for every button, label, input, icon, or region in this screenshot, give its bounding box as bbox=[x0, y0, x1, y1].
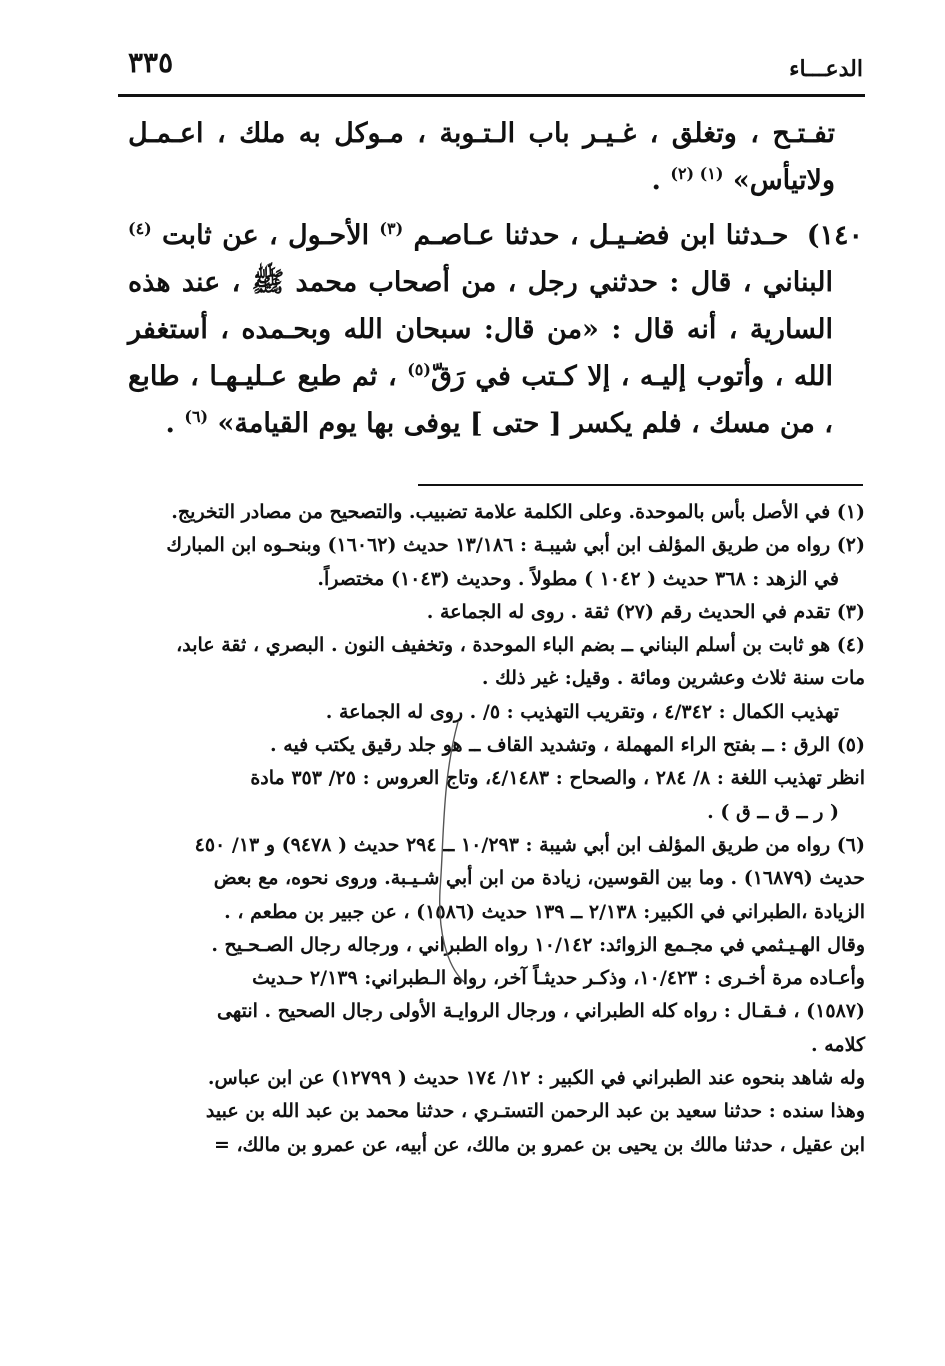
pencil-mark bbox=[428, 720, 468, 990]
footnote-6-line-5: وأعـاده مرة أخـرى : ١٠/٤٢٣، وذكـر حديثـاً آخر، رواه الـطبراني: ٢/١٣٩ حـديث bbox=[252, 967, 865, 990]
continuation-paragraph bbox=[128, 110, 861, 204]
footnote-6-line-10: ابن عقيل ، حدثنا مالك بن يحيى بن عمرو بن مالك، عن أبيه، عن عمرو بن مالك، = bbox=[213, 1133, 865, 1156]
footnote-ref-5: (٥) bbox=[407, 360, 431, 379]
footnote-2-line-2: في الزهد : ٣٦٨ حديث ( ١٠٤٢ ) مطولاً . وحديث (١٠٤٣) مختصراً. bbox=[317, 567, 839, 590]
hadith-140 bbox=[128, 212, 861, 447]
footnote-ref-1-2: (١) (٢) bbox=[670, 164, 724, 183]
hadith-number: ١٤٠) bbox=[806, 220, 863, 251]
footnote-4-line-2: مات سنة ثلاث وعشرين ومائة . وقيل: غير ذلك . bbox=[481, 667, 865, 690]
hadith-text-2: الأحـول ، عن ثابت bbox=[162, 220, 370, 251]
footnote-2-line-1: (٢) رواه من طريق المؤلف ابن أبي شيبـة : ١٣/١٨٦ حديث (١٦٠٦٢) وبنحـوه ابن المبارك bbox=[166, 534, 865, 557]
footnote-6-line-8: وله شاهد بنحوه عند الطبراني في الكبير : ١٢/ ١٧٤ حديث ( ١٢٧٩٩) عن ابن عباس. bbox=[207, 1067, 865, 1090]
header-rule bbox=[118, 94, 865, 97]
main-text bbox=[128, 110, 861, 447]
footnote-ref-6: (٦) bbox=[184, 407, 209, 426]
footnote-5-line-3: ( ر ــ ق ــ ق ) . bbox=[707, 800, 839, 823]
hadith-text-3: البناني ، قال : حدثني رجل ، من أصحاب محمد ﷺ ، عند هذه السارية ، أنه قال : «من قال: سبحان الله وبحـمده ، أستغفر الله ، وأتوب إليـه ، إلا كـتب في رَقّ bbox=[128, 267, 833, 392]
footnote-5-line-1: (٥) الرق : ــ بفتح الراء المهملة ، وتشديد القاف ــ هو جلد رقيق يكتب فيه . bbox=[270, 734, 865, 757]
page-header bbox=[118, 46, 863, 90]
footnote-5-line-2: انظر تهذيب اللغة : ٨/ ٢٨٤ ، والصحاح : ٤/١٤٨٣، وتاج العروس : ٢٥/ ٣٥٣ مادة bbox=[250, 767, 865, 790]
page-number: ٣٣٥ bbox=[128, 46, 174, 79]
footnote-6-line-1: (٦) رواه من طريق المؤلف ابن أبي شيبة : ١٠/٢٩٣ ــ ٢٩٤ حديث ( ٩٤٧٨) و ١٣/ ٤٥٠ bbox=[194, 833, 865, 856]
footnote-6-line-7: كلامه . bbox=[811, 1033, 865, 1056]
footnote-separator bbox=[418, 484, 863, 486]
footnote-6-line-2: حديث (١٦٨٧٩) . وما بين القوسين، زيادة من ابن أبي شـيـبة. وروى نحوه، مع بعض bbox=[213, 867, 865, 890]
footnote-6-line-4: وقال الهـيـثمي في مجـمع الزوائد: ١٠/١٤٢ رواه الطبراني ، ورجاله رجال الصـحـيح . bbox=[211, 933, 865, 956]
footnote-3: (٣) تقدم في الحديث رقم (٢٧) ثقة . روى له الجماعة . bbox=[426, 600, 865, 623]
hadith-end: . bbox=[165, 408, 185, 439]
hadith-text-1: حـدثنا ابن فضـيـل ، حدثنا عـاصـم bbox=[413, 220, 789, 251]
footnotes bbox=[118, 496, 865, 1162]
footnote-6-line-9: وهذا سنده : حدثنا سعيد بن عبد الرحمن التستـري ، حدثنا محمد بن عبد الله بن عبيد bbox=[205, 1100, 865, 1123]
footnote-4-line-3: تهذيب الكمال : ٤/٣٤٢ ، وتقريب التهذيب : ٥/ . روى له الجماعة . bbox=[325, 700, 839, 723]
hadith-text-4: ، ثم طبع عـليـهـا ، طابع ، من مسك ، فلم يكسر [ حتى ] يوفى بها يوم القيامة» bbox=[128, 361, 833, 439]
footnote-6-line-3: الزيادة ،الطبراني في الكبير: ٢/١٣٨ ــ ١٣٩ حديث (١٥٨٦) ، عن جبير بن مطعم ، . bbox=[224, 900, 865, 923]
continuation-line-2: ولاتيأس» bbox=[732, 165, 835, 196]
continuation-end: . bbox=[651, 165, 671, 196]
continuation-line-1: تفـتـح ، وتغلق ، غـيـر باب الـتـوبة ، مـوكل به ملك ، اعـمـل bbox=[128, 118, 835, 149]
footnote-ref-4: (٤) bbox=[128, 219, 152, 238]
footnote-6-line-6: (١٥٨٧) ، فـقـال : رواه كله الطبراني ، ورجال الروايـة الأولى رجال الصحيح . انتهى bbox=[217, 1000, 865, 1023]
footnote-1: (١) في الأصل بأس بالموحدة. وعلى الكلمة علامة تضبيب. والتصحيح من مصادر التخريج. bbox=[171, 501, 865, 523]
footnote-ref-3: (٣) bbox=[379, 219, 404, 238]
running-head: الدعـــاء bbox=[789, 56, 863, 82]
footnote-4-line-1: (٤) هو ثابت بن أسلم البناني ــ بضم الباء الموحدة ، وتخفيف النون . البصري ، ثقة عابد، bbox=[176, 634, 865, 657]
